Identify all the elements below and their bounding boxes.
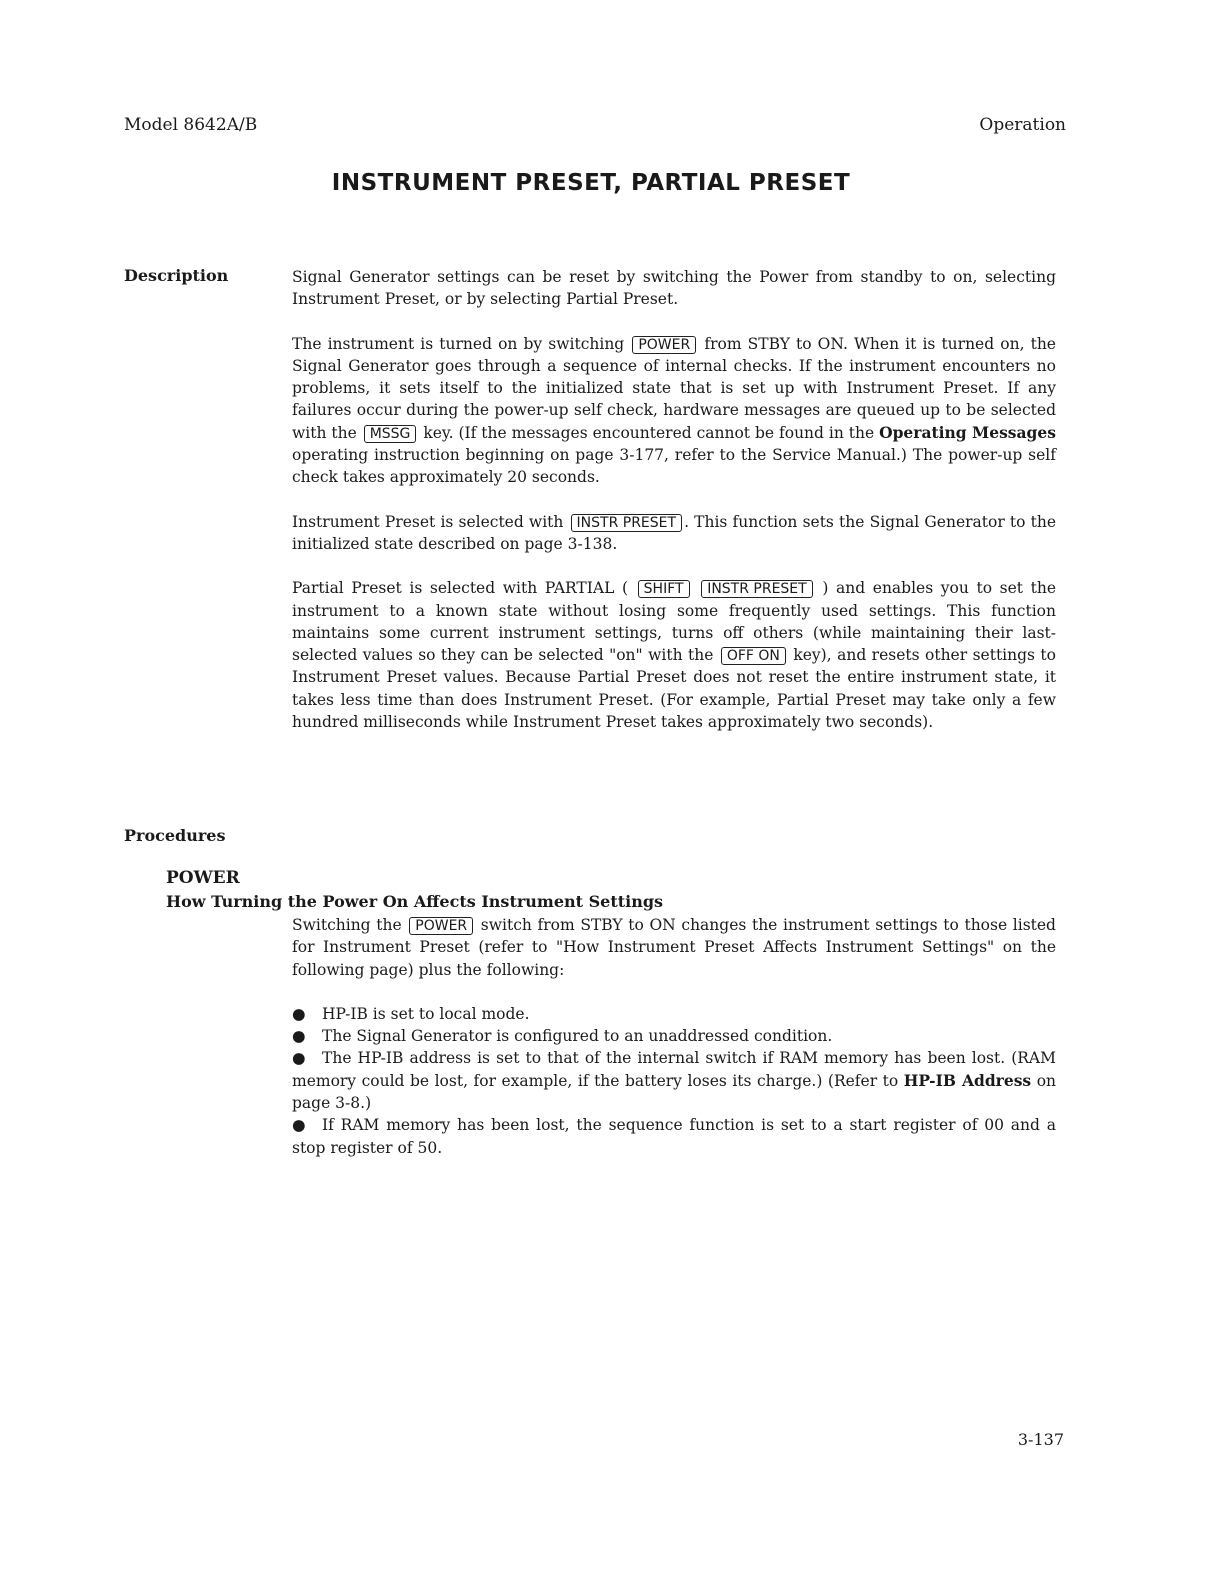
shift-key: SHIFT	[638, 580, 690, 598]
description-paragraph-4	[292, 577, 1056, 733]
text-span: The Signal Generator is configured to an unaddressed condition.	[322, 1027, 833, 1046]
text-span: from STBY to ON. When it is turned on, the Signal Generator goes through a sequence of internal checks. If the instrument encounters no problems, it sets itself to the initialized state that is set up with Instrument Preset. If any failures occur during the power-up self check, hardware messages are queued up to be selected with the	[292, 334, 1056, 442]
mssg-key: MSSG	[364, 425, 417, 443]
text-span: key. (If the messages encountered cannot be found in the	[423, 423, 875, 442]
text-span: ) and enables you to set the instrument to a known state without losing some frequently used settings. This function maintains some current instrument settings, turns off others (while maintaining their last-selected values so they can be selected "on" with the	[292, 579, 1056, 665]
power-key: POWER	[632, 336, 696, 354]
description-paragraph-2	[292, 333, 1056, 489]
text-span: HP-IB is set to local mode.	[322, 1004, 530, 1023]
operating-messages-ref: Operating Messages	[879, 422, 1056, 442]
bullet-icon: ●	[292, 1116, 306, 1135]
description-paragraph-3	[292, 511, 1056, 556]
header-section: Operation	[979, 115, 1066, 135]
description-paragraph-1: Signal Generator settings can be reset by switching the Power from standby to on, selecting Instrument Preset, or by selecting Partial Preset.	[292, 268, 1056, 309]
procedures-heading: Procedures	[124, 826, 226, 845]
header-model: Model 8642A/B	[124, 115, 258, 135]
page-title: INSTRUMENT PRESET, PARTIAL PRESET	[331, 170, 851, 196]
text-span: key), and resets other settings to Instrument Preset values. Because Partial Preset does not reset the entire instrument state, it takes less time than does Instrument Preset. (For example, Partial Preset may take only a few hundred milliseconds while Instrument Preset takes approximately two seconds).	[292, 646, 1056, 732]
text-span: on page 3-8.)	[292, 1071, 1057, 1113]
text-span: The HP-IB address is set to that of the internal switch if RAM memory has been lost. (RAM memory could be lost, for example, if the battery loses its charge.) (Refer to	[292, 1049, 1056, 1090]
instr-preset-key: INSTR PRESET	[571, 514, 683, 532]
procedures-body	[292, 914, 1056, 1159]
page-number: 3-137	[1017, 1430, 1064, 1449]
bullet-icon: ●	[292, 1049, 306, 1068]
power-on-subheading: How Turning the Power On Affects Instrument Settings	[166, 892, 664, 911]
instr-preset-key: INSTR PRESET	[701, 580, 813, 598]
text-span: . This function sets the Signal Generator to the initialized state described on page 3-138.	[292, 512, 1056, 553]
bullet-icon: ●	[292, 1027, 306, 1046]
text-span: The instrument is turned on by switching	[292, 334, 625, 353]
bullet-item	[292, 1114, 1056, 1159]
hpib-address-ref: HP-IB Address	[903, 1070, 1032, 1090]
description-body	[292, 266, 1056, 733]
procedures-paragraph-1	[292, 914, 1056, 981]
description-heading: Description	[124, 266, 229, 285]
text-span: Instrument Preset is selected with	[292, 512, 564, 531]
text-span: If RAM memory has been lost, the sequence function is set to a start register of 00 and a stop register of 50.	[292, 1116, 1056, 1157]
power-key: POWER	[409, 917, 473, 935]
text-span: switch from STBY to ON changes the instrument settings to those listed for Instrument Preset (refer to "How Instrument Preset Affects Instrument Settings" on the following page) plus the following:	[292, 916, 1056, 979]
text-span: operating instruction beginning on page 3-177, refer to the Service Manual.) The power-up self check takes approximately 20 seconds.	[292, 446, 1056, 487]
bullet-item	[292, 1025, 1056, 1047]
text-span: Partial Preset is selected with PARTIAL (	[292, 579, 629, 598]
text-span: Switching the	[292, 916, 402, 934]
bullet-item	[292, 1003, 1056, 1025]
bullet-icon: ●	[292, 1004, 306, 1023]
bullet-item	[292, 1047, 1056, 1114]
off-on-key: OFF ON	[721, 647, 786, 665]
power-subheading: POWER	[166, 868, 240, 888]
